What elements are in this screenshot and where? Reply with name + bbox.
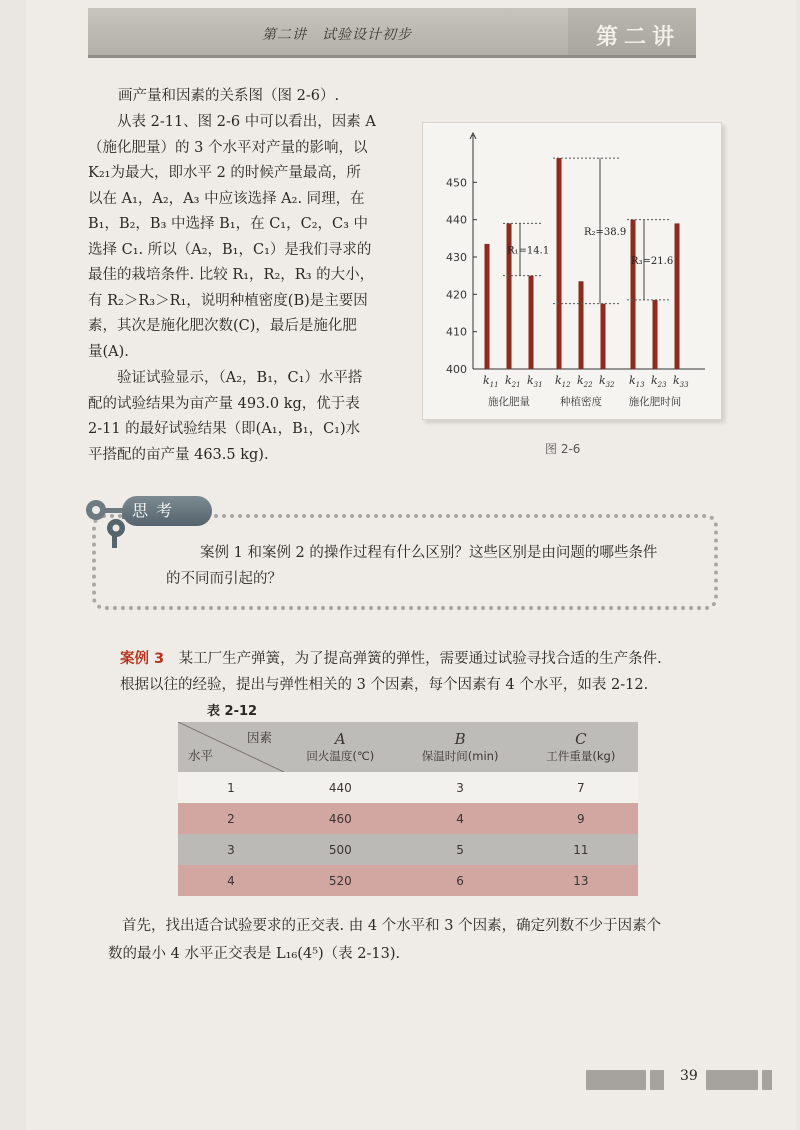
figure-caption: 图 2-6 [545, 442, 581, 456]
bar-k22 [579, 281, 584, 369]
footer-bar [762, 1070, 772, 1090]
x-tick-label: $k_{23}$ [651, 374, 667, 389]
table-row [178, 834, 638, 865]
table-cell: 4 [178, 865, 284, 896]
text-line: （施化肥量）的 3 个水平对产量的影响，以 [88, 139, 368, 156]
table-cell: 4 [397, 803, 524, 834]
text-line: 画产量和因素的关系图（图 2-6）. [118, 88, 340, 104]
text-line: 量(A). [88, 343, 129, 360]
group-label: 种植密度 [560, 396, 602, 408]
text-line: 首先，找出适合试验要求的正交表. 由 4 个水平和 3 个因素，确定列数不少于因素个 [122, 918, 662, 934]
text-line: 有 R₂＞R₃＞R₁，说明种植密度(B)是主要因 [88, 292, 368, 309]
text-line: 从表 2-11、图 2-6 中可以看出，因素 A [117, 114, 376, 130]
text-line: 素，其次是施化肥次数(C)，最后是施化肥 [88, 318, 357, 334]
analysis-paragraph [88, 110, 406, 365]
text-line: B₁，B₂，B₃ 中选择 B₁，在 C₁，C₂，C₃ 中 [88, 216, 369, 232]
text-line: 平搭配的亩产量 463.5 kg). [88, 446, 269, 463]
x-tick-label: $k_{11}$ [483, 374, 499, 389]
corner-bottom: 水平 [188, 748, 214, 763]
lecture-mark: 第二讲 [596, 24, 681, 50]
x-tick-label: $k_{31}$ [527, 374, 543, 389]
think-label: 思考 [122, 496, 212, 526]
column-header: B 保温时间(min) [397, 722, 524, 772]
range-label: R₁=14.1 [507, 245, 550, 257]
group-label: 施化肥时间 [628, 396, 682, 408]
text-line: 数的最小 4 水平正交表是 L₁₆(4⁵)（表 2-13). [108, 946, 401, 962]
corner-top: 因素 [246, 730, 272, 745]
table-cell: 460 [284, 803, 397, 834]
text-line: 以在 A₁，A₂，A₃ 中应该选择 A₂. 同理，在 [88, 190, 365, 207]
y-tick-label: 450 [446, 176, 467, 190]
table-cell: 7 [524, 772, 638, 803]
table-row [178, 865, 638, 896]
group-label: 施化肥量 [488, 396, 530, 408]
bar-k12 [557, 158, 562, 369]
text-line: 最佳的栽培条件. 比较 R₁，R₂，R₃ 的大小， [88, 267, 375, 283]
text-line: 2-11 的最好试验结果（即(A₁，B₁，C₁)水 [88, 421, 361, 437]
footer-bar [706, 1070, 758, 1090]
table-cell: 3 [397, 772, 524, 803]
table-cell: 5 [397, 834, 524, 865]
bar-chart [423, 123, 723, 421]
footer-bar [586, 1070, 646, 1090]
x-tick-label: $k_{32}$ [599, 374, 615, 389]
bar-k11 [485, 244, 490, 369]
bar-k32 [601, 304, 606, 369]
factor-table [178, 722, 638, 896]
text-line: 选择 C₁. 所以（A₂，B₁，C₁）是我们寻求的 [88, 241, 372, 258]
verification-paragraph [88, 366, 406, 468]
table-cell: 2 [178, 803, 284, 834]
y-tick-label: 430 [446, 251, 467, 264]
bar-k31 [529, 276, 534, 369]
page-number: 39 [680, 1068, 698, 1084]
x-tick-label: $k_{33}$ [673, 374, 689, 389]
column-header: C 工件重量(kg) [524, 722, 638, 772]
table-cell: 13 [524, 865, 638, 896]
y-tick-label: 410 [446, 325, 467, 339]
think-line: 的不同而引起的？ [166, 571, 282, 587]
bar-k33 [675, 223, 680, 369]
case-label: 案例 3 [120, 651, 165, 667]
x-tick-label: $k_{22}$ [577, 374, 593, 389]
table-cell: 520 [284, 865, 397, 896]
range-label: R₂=38.9 [584, 226, 627, 238]
y-tick-label: 420 [446, 288, 467, 302]
table-title: 表 2-12 [207, 704, 258, 719]
table-cell: 500 [284, 834, 397, 865]
y-tick-label: 440 [446, 213, 467, 227]
bar-k23 [653, 300, 658, 369]
corner-cell [178, 722, 284, 772]
x-tick-label: $k_{21}$ [505, 374, 521, 389]
case-text: 某工厂生产弹簧，为了提高弹簧的弹性，需要通过试验寻找合适的生产条件. [178, 651, 662, 667]
final-paragraph [108, 912, 720, 968]
think-line: 案例 1 和案例 2 的操作过程有什么区别？这些区别是由问题的哪些条件 [200, 545, 658, 561]
table-header-row [178, 722, 638, 772]
text-line: K₂₁为最大，即水平 2 的时候产量最高，所 [88, 165, 361, 181]
table-cell: 11 [524, 834, 638, 865]
x-tick-label: $k_{13}$ [629, 374, 645, 389]
table-cell: 440 [284, 772, 397, 803]
table-cell: 9 [524, 803, 638, 834]
y-tick-label: 400 [446, 363, 467, 376]
x-tick-label: $k_{12}$ [555, 374, 571, 389]
think-text [166, 540, 712, 592]
header-title: 第二讲 试验设计初步 [262, 27, 412, 43]
table-cell: 6 [397, 865, 524, 896]
case-text: 根据以往的经验，提出与弹性相关的 3 个因素，每个因素有 4 个水平，如表 2-12. [120, 677, 649, 693]
table-row [178, 772, 638, 803]
chart-figure [422, 122, 722, 420]
text-line: 验证试验显示，（A₂，B₁，C₁）水平搭 [117, 370, 363, 386]
table-cell: 1 [178, 772, 284, 803]
table-row [178, 803, 638, 834]
table-cell: 3 [178, 834, 284, 865]
column-header: A 回火温度(℃) [284, 722, 397, 772]
footer-bar [650, 1070, 664, 1090]
bar-k13 [631, 220, 636, 369]
case-3 [120, 646, 730, 698]
text-line: 配的试验结果为亩产量 493.0 kg，优于表 [88, 395, 360, 412]
intro-line [118, 84, 436, 110]
range-label: R₃=21.6 [631, 255, 674, 267]
